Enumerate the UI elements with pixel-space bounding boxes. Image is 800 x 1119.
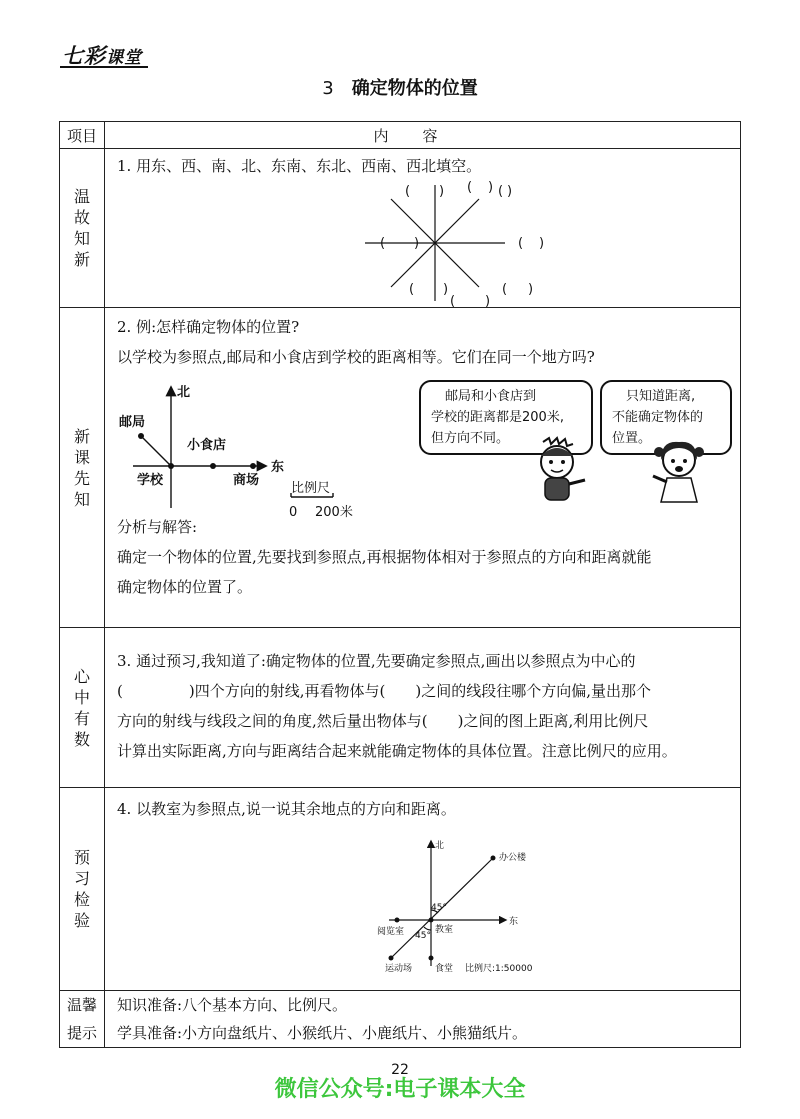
- map2-canteen: 食堂: [435, 964, 454, 974]
- map-east: 东: [271, 460, 285, 475]
- blank-nw-close: ): [439, 184, 445, 199]
- map2-angle1: 45°: [431, 903, 447, 913]
- section-check: [105, 788, 741, 991]
- blank-w-close: ): [414, 236, 420, 251]
- section-label-mind: 心中有数: [60, 628, 105, 788]
- blank-e-close: ): [539, 236, 545, 251]
- blank-nw-open: (: [405, 184, 411, 199]
- map2-office: 办公楼: [499, 853, 527, 863]
- map-post: 邮局: [119, 415, 146, 430]
- section-mind: [105, 628, 741, 788]
- blank-e-open: (: [518, 236, 524, 251]
- blank-se-open: (: [502, 282, 508, 297]
- map2-playground: 运动场: [385, 964, 413, 974]
- speech-bubble-boy: 邮局和小食店到 学校的距离都是200米, 但方向不同。: [419, 380, 593, 455]
- tips-line-2: 学具准备:小方向盘纸片、小猴纸片、小鹿纸片、小熊猫纸片。: [117, 1024, 528, 1042]
- mind-line-4: 计算出实际距离,方向与距离结合起来就能确定物体的具体位置。注意比例尺的应用。: [117, 742, 677, 760]
- map2-north: 北: [435, 841, 445, 851]
- map-scale-zero: 0: [289, 505, 298, 520]
- analysis-line-1: 确定一个物体的位置,先要找到参照点,再根据物体相对于参照点的方向和距离就能: [117, 548, 652, 566]
- page-title: [0, 74, 800, 100]
- header-item: 项目: [60, 122, 105, 149]
- blank-n-open: (: [467, 180, 473, 195]
- blank-w-open: (: [380, 236, 386, 251]
- compass-diagram: [325, 177, 545, 307]
- map-school: 学校: [137, 473, 164, 488]
- blank-n-close: ): [488, 180, 494, 195]
- question-1: 1. 用东、西、南、北、东南、东北、西南、西北填空。: [117, 157, 482, 175]
- map2-classroom: 教室: [435, 925, 454, 935]
- map2-angle2: 45°: [415, 931, 431, 941]
- section-label-check: 预习检验: [60, 788, 105, 991]
- school-map: [113, 376, 393, 526]
- map-scale-title: 比例尺: [291, 481, 331, 496]
- brand-part2: 课堂: [106, 48, 142, 68]
- header-content: 内容: [105, 122, 741, 149]
- map-mall: 商场: [233, 473, 260, 488]
- map-shop: 小食店: [187, 438, 227, 453]
- blank-ne-close: ): [507, 184, 513, 199]
- section-label-new: 新课先知: [60, 308, 105, 628]
- content-table: [59, 121, 741, 1048]
- mind-line-1: 3. 通过预习,我知道了:确定物体的位置,先要确定参照点,画出以参照点为中心的: [117, 652, 636, 670]
- map-scale-val: 200米: [315, 505, 353, 520]
- section-label-tips: 温馨提示: [60, 991, 105, 1048]
- section-review: [105, 149, 741, 308]
- tips-line-1: 知识准备:八个基本方向、比例尺。: [117, 996, 348, 1014]
- page-number: 22: [391, 1062, 409, 1078]
- map2-east: 东: [509, 917, 519, 927]
- blank-s-close: ): [485, 294, 491, 307]
- blank-sw-close: ): [443, 282, 449, 297]
- section-label-review: 温故知新: [60, 149, 105, 308]
- section-new: [105, 308, 741, 628]
- watermark: 微信公众号:电子课本大全: [274, 1077, 526, 1102]
- title-text: 确定物体的位置: [351, 78, 478, 99]
- blank-s-open: (: [450, 294, 456, 307]
- analysis-title: 分析与解答:: [117, 518, 198, 536]
- question-2: 2. 例:怎样确定物体的位置?: [117, 318, 300, 336]
- question-2-text: 以学校为参照点,邮局和小食店到学校的距离相等。它们在同一个地方吗?: [117, 348, 595, 366]
- girl-cartoon: [645, 436, 715, 506]
- classroom-map: [327, 838, 537, 978]
- question-4: 4. 以教室为参照点,说一说其余地点的方向和距离。: [117, 800, 456, 818]
- section-tips: [105, 991, 741, 1048]
- blank-ne-open: (: [498, 184, 504, 199]
- map-north: 北: [177, 385, 191, 400]
- map2-scale: 比例尺:1:50000: [465, 964, 533, 974]
- boy-cartoon: [523, 436, 593, 506]
- mind-line-3: 方向的射线与线段之间的角度,然后量出物体与( )之间的图上距离,利用比例尺: [117, 712, 649, 730]
- blank-se-close: ): [528, 282, 534, 297]
- blank-sw-open: (: [409, 282, 415, 297]
- brand-part1: 七彩: [62, 44, 106, 68]
- speech-bubble-girl: 只知道距离, 不能确定物体的 位置。: [600, 380, 732, 455]
- title-number: 3: [322, 78, 334, 99]
- mind-line-2: ( )四个方向的射线,再看物体与( )之间的线段往哪个方向偏,量出那个: [117, 682, 651, 700]
- analysis-line-2: 确定物体的位置了。: [117, 578, 253, 596]
- map2-reading: 阅览室: [377, 927, 405, 937]
- brand-underline: [60, 66, 148, 68]
